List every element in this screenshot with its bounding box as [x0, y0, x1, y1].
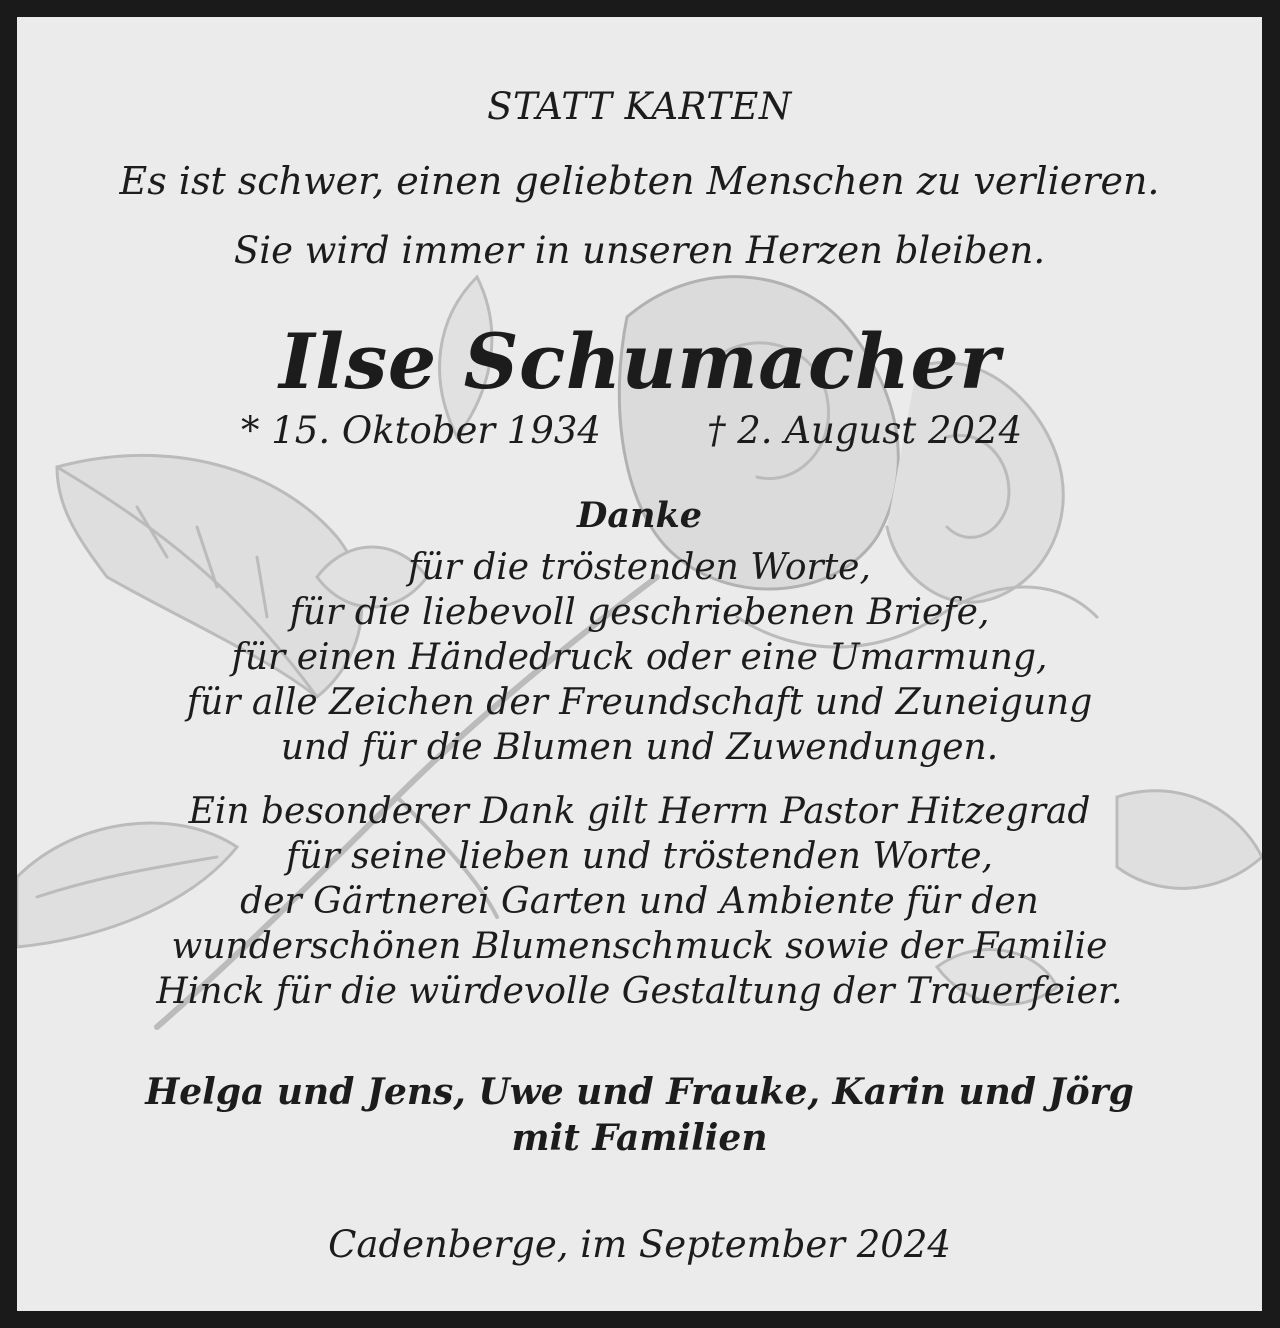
signers [17, 1069, 1262, 1161]
special-thanks-line: wunderschönen Blumenschmuck sowie der Familie [171, 926, 1108, 967]
thanks-line: für die liebevoll geschriebenen Briefe, [289, 592, 990, 633]
death-date: † 2. August 2024 [707, 409, 1023, 452]
motto-line-1: Es ist schwer, einen geliebten Menschen zu verlieren. [119, 159, 1160, 203]
notice-header: STATT KARTEN [487, 85, 792, 128]
special-thanks-line: der Gärtnerei Garten und Ambiente für den [240, 881, 1039, 922]
life-dates [17, 409, 1262, 455]
special-thanks-line: Hinck für die würdevolle Gestaltung der Trauerfeier. [156, 971, 1123, 1012]
place-and-date: Cadenberge, im September 2024 [328, 1223, 951, 1266]
special-thanks [17, 789, 1262, 1014]
thanks-line: und für die Blumen und Zuwendungen. [280, 727, 999, 768]
signers-line: mit Familien [511, 1117, 768, 1159]
thanks-line: für alle Zeichen der Freundschaft und Zuneigung [186, 682, 1093, 723]
motto-line-2: Sie wird immer in unseren Herzen bleiben. [233, 229, 1046, 272]
thanks-list [17, 545, 1262, 770]
special-thanks-line: für seine lieben und tröstenden Worte, [286, 836, 993, 877]
signers-line: Helga und Jens, Uwe und Frauke, Karin und Jörg [145, 1071, 1134, 1113]
deceased-name: Ilse Schumacher [279, 317, 1000, 406]
thanks-line: für die tröstenden Worte, [408, 547, 871, 588]
thanks-line: für einen Händedruck oder eine Umarmung, [231, 637, 1048, 678]
obituary-card [17, 17, 1262, 1311]
special-thanks-line: Ein besonderer Dank gilt Herrn Pastor Hitzegrad [188, 791, 1091, 832]
thanks-heading: Danke [577, 495, 702, 536]
birth-date: * 15. Oktober 1934 [241, 409, 601, 452]
